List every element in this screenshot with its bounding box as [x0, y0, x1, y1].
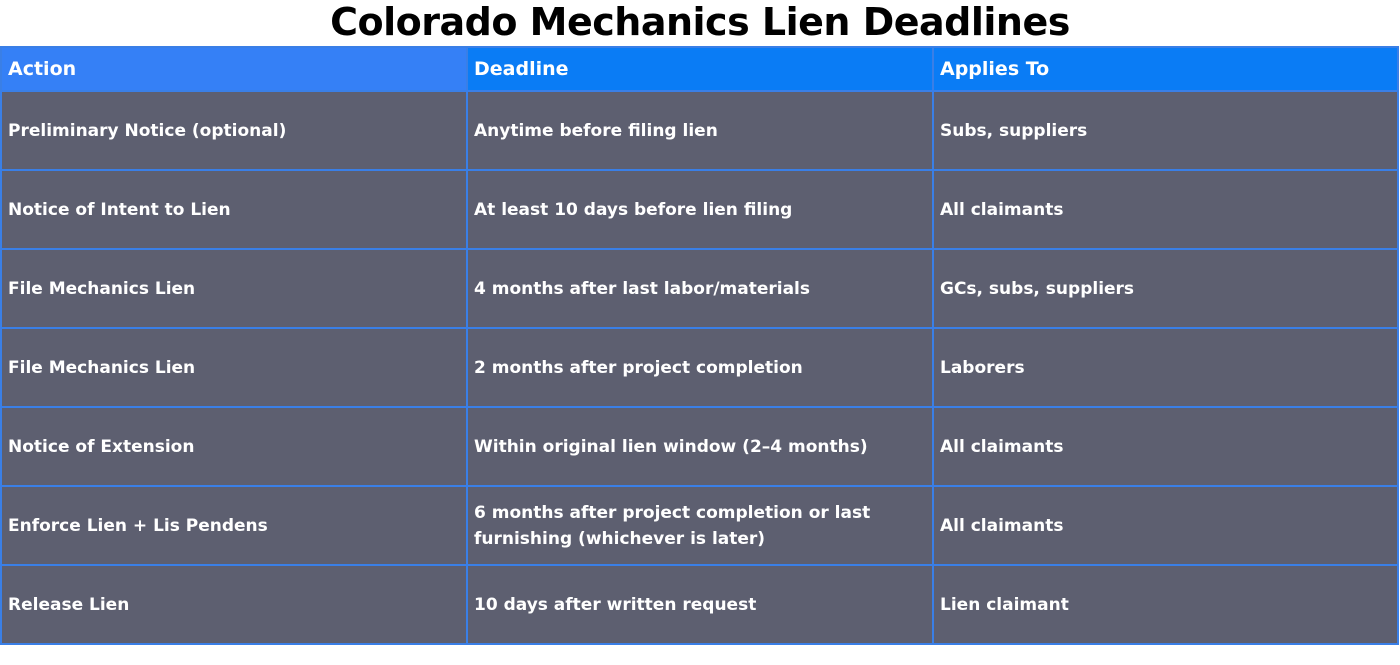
cell-action: Preliminary Notice (optional) [1, 91, 467, 170]
cell-deadline: Within original lien window (2–4 months) [467, 407, 933, 486]
table-row [1, 407, 1398, 486]
table-header-row [1, 47, 1398, 91]
table-row [1, 170, 1398, 249]
column-header-action: Action [1, 47, 467, 91]
cell-deadline: 10 days after written request [467, 565, 933, 644]
cell-applies-to: Subs, suppliers [933, 91, 1398, 170]
cell-applies-to: All claimants [933, 486, 1398, 565]
cell-applies-to: All claimants [933, 407, 1398, 486]
cell-action: File Mechanics Lien [1, 328, 467, 407]
cell-deadline: Anytime before filing lien [467, 91, 933, 170]
cell-action: Notice of Extension [1, 407, 467, 486]
cell-applies-to: All claimants [933, 170, 1398, 249]
cell-applies-to: GCs, subs, suppliers [933, 249, 1398, 328]
cell-deadline: 4 months after last labor/materials [467, 249, 933, 328]
table-row [1, 565, 1398, 644]
cell-deadline: 2 months after project completion [467, 328, 933, 407]
deadlines-table [0, 46, 1399, 645]
table-row [1, 249, 1398, 328]
cell-action: Enforce Lien + Lis Pendens [1, 486, 467, 565]
table-row [1, 486, 1398, 565]
cell-deadline: At least 10 days before lien filing [467, 170, 933, 249]
table-row [1, 91, 1398, 170]
column-header-deadline: Deadline [467, 47, 933, 91]
cell-deadline: 6 months after project completion or last furnishing (whichever is later) [467, 486, 933, 565]
column-header-applies-to: Applies To [933, 47, 1398, 91]
table-row [1, 328, 1398, 407]
cell-applies-to: Laborers [933, 328, 1398, 407]
cell-applies-to: Lien claimant [933, 565, 1398, 644]
cell-action: Notice of Intent to Lien [1, 170, 467, 249]
cell-action: Release Lien [1, 565, 467, 644]
cell-action: File Mechanics Lien [1, 249, 467, 328]
page-title: Colorado Mechanics Lien Deadlines [330, 0, 1070, 44]
